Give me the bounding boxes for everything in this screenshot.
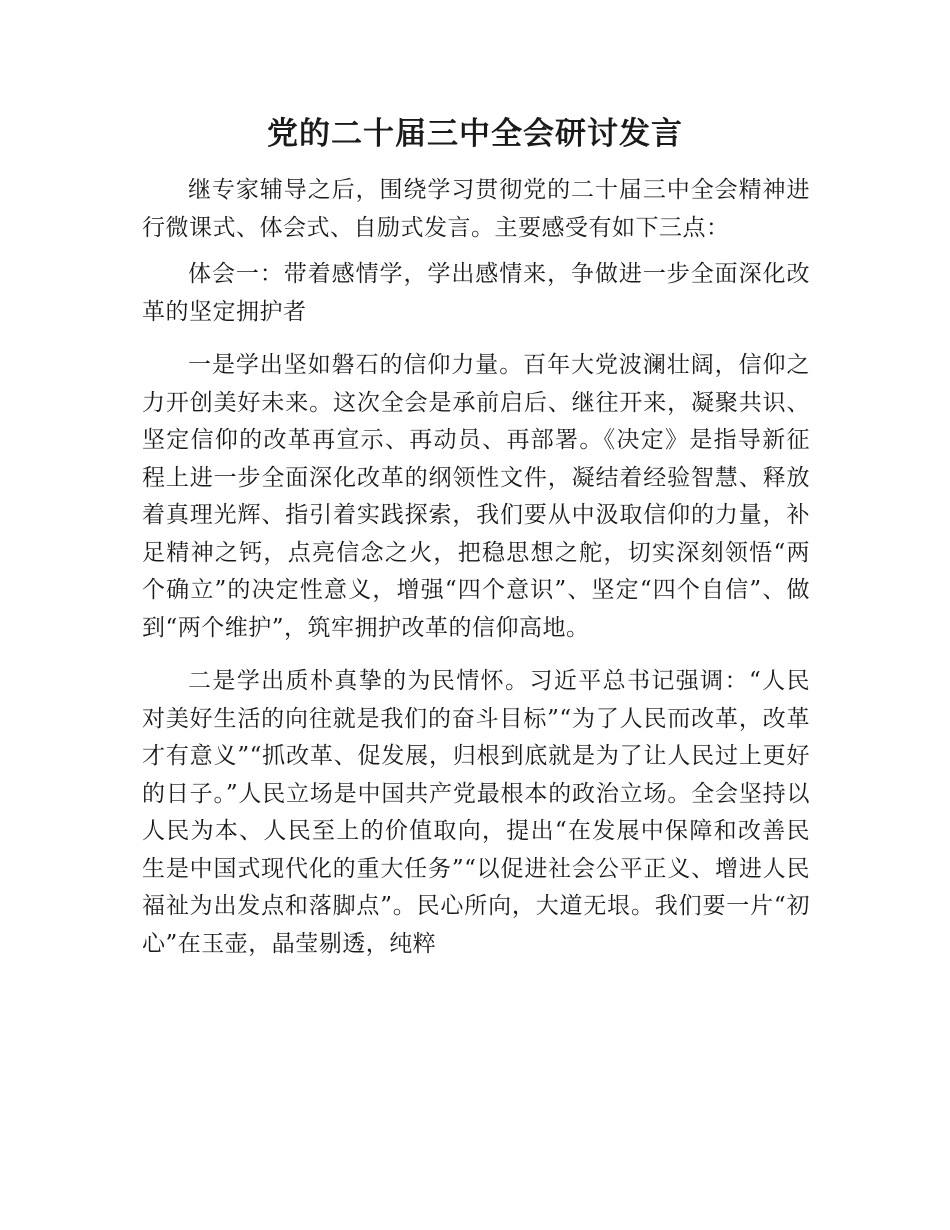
paragraph-point-one: 一是学出坚如磐石的信仰力量。百年大党波澜壮阔，信仰之力开创美好未来。这次全会是承前启后、继往开来，凝聚共识、坚定信仰的改革再宣示、再动员、再部署。《决定》是指导新征程上进一步全面深化改革的纲领性文件，凝结着经验智慧、释放着真理光辉、指引着实践探索，我们要从中汲取信仰的力量，补足精神之钙，点亮信念之火，把稳思想之舵，切实深刻领悟“两个确立”的决定性意义，增强“四个意识”、坚定“四个自信”、做到“两个维护”，筑牢拥护改革的信仰高地。 [142, 352, 810, 641]
paragraph-point-two: 二是学出质朴真挚的为民情怀。习近平总书记强调：“人民对美好生活的向往就是我们的奋斗目标”“为了人民而改革，改革才有意义”“抓改革、促发展，归根到底就是为了让人民过上更好的日子。”人民立场是中国共产党最根本的政治立场。全会坚持以人民为本、人民至上的价值取向，提出“在发展中保障和改善民生是中国式现代化的重大任务”“以促进社会公平正义、增进人民福祉为出发点和落脚点”。民心所向，大道无垠。我们要一片“初心”在玉壶，晶莹剔透，纯粹 [142, 668, 810, 957]
document-body [142, 172, 810, 963]
paragraph-section-heading: 体会一：带着感情学，学出感情来，争做进一步全面深化改革的坚定拥护者 [142, 261, 810, 325]
document-title: 党的二十届三中全会研讨发言 [267, 116, 683, 152]
paragraph-intro: 继专家辅导之后，围绕学习贯彻党的二十届三中全会精神进行微课式、体会式、自励式发言。主要感受有如下三点： [142, 177, 810, 241]
